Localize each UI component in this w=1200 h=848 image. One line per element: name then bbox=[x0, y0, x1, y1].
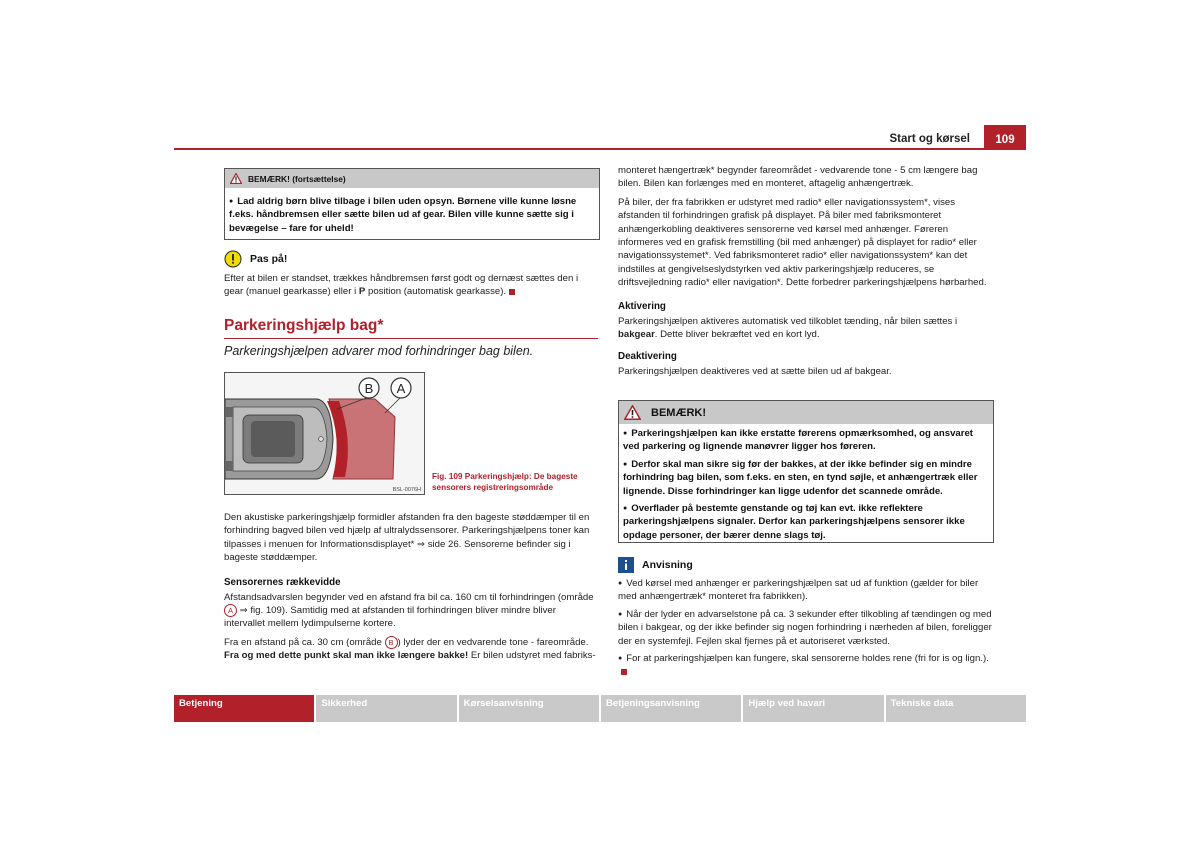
note-item: ● Når der lyder en advarselstone på ca. 3 sekunder efter tilkobling af tændingen og med bilen i bakgear, og der ikke befinder sig nogen forhindring i nærheden af bilen, foreligger der en systemfejl. Fejlen skal fjernes på et autoriseret værksted. bbox=[618, 608, 992, 648]
deactivation-subheading: Deaktivering bbox=[618, 351, 677, 363]
left-body bbox=[224, 511, 598, 663]
warning-title: BEMÆRK! bbox=[651, 406, 706, 419]
note-block bbox=[618, 556, 992, 679]
info-icon bbox=[618, 557, 634, 573]
tab-betjening[interactable]: Betjening bbox=[174, 695, 314, 722]
warning-item: ● Derfor skal man sikre sig før der bakkes, at der ikke befinder sig en mindre forhindring bag bilen, som f.eks. en sten, en tynd søjle, et anhængertræk eller lignende. Disse forhindringer kan ligge udenfor det scannede område. bbox=[623, 458, 989, 498]
section-subtitle: Parkeringshjælpen advarer mod forhindringer bag bilen. bbox=[224, 344, 534, 358]
range-paragraph: Afstandsadvarslen begynder ved en afstand fra bil ca. 160 cm til forhindringen (område A ⇒ fig. 109). Samtidig med at afstanden til forhindringen bliver mindre bliver intervallet mellem lydimpulserne kortere. bbox=[224, 591, 594, 630]
warning-header bbox=[225, 169, 599, 188]
section-rule bbox=[224, 338, 598, 339]
note-title: Anvisning bbox=[642, 559, 693, 571]
display-paragraph: På biler, der fra fabrikken er udstyret med radio* eller navigationssystem*, vises afstanden til forhindringen grafisk på displayet. På biler med fabriksmonteret anhængerkobling deaktiveres sensorerne ved kørsel med anhænger. Føreren informeres ved en grafisk fremstilling (bil med anhænger) på displayet for radio* eller navigationssystemet*. Ved fabriksmonteret radio* eller navigationssystem* kan det indstilles at gengivelseslydstyrken ved aktiv parkeringshjælp reduceres, se driftsvejledning radio* eller navigation*. Dette forbedrer parkeringshjælpens hørbarhed. bbox=[618, 196, 987, 289]
figure-code: BSL-0076H bbox=[392, 487, 421, 493]
activation-paragraph: Parkeringshjælpen aktiveres automatisk ved tilkoblet tænding, når bilen sættes i bakgear. Dette bliver bekræftet ved en kort lyd. bbox=[618, 315, 958, 341]
figure-109 bbox=[224, 372, 425, 495]
range-subheading: Sensorernes rækkevidde bbox=[224, 576, 341, 588]
warning-box bbox=[618, 400, 994, 543]
caution-text: Efter at bilen er standset, trækkes håndbremsen først godt og dernæst sættes den i gear (manuel gearkasse) eller i P position (automatisk gearkasse). bbox=[224, 273, 579, 298]
warning-item: ● Parkeringshjælpen kan ikke erstatte førerens opmærksomhed, og ansvaret ved parkering og lignende manøvrer ligger hos føreren. bbox=[623, 427, 989, 454]
tab-tekniske-data[interactable]: Tekniske data bbox=[886, 695, 1026, 722]
intro-paragraph: Den akustiske parkeringshjælp formidler afstanden fra den bageste støddæmper til en forhindring bagved bilen ved hjælp af ultralydssensorer. Parkeringshjælpens toner kan tilpasses i menuen for Informationsdisplayet* ⇒ side 26. Sensorerne befinder sig i bageste støddæmper. bbox=[224, 512, 590, 564]
page-number: 109 bbox=[984, 125, 1026, 149]
activation-subheading: Aktivering bbox=[618, 300, 666, 312]
parking-sensor-diagram bbox=[225, 373, 424, 494]
right-body bbox=[618, 164, 992, 379]
tab-korselsanvisning[interactable]: Kørselsanvisning bbox=[459, 695, 599, 722]
warning-triangle-icon bbox=[624, 405, 641, 420]
caution-exclamation-icon bbox=[224, 250, 242, 268]
warning-item: ● Overflader på bestemte genstande og tøj kan evt. ikke reflektere parkeringshjælpens signaler. Derfor kan parkeringshjælpens sensorer ikke opdage personer, der bærer denne slags tøj. bbox=[623, 502, 989, 542]
tab-sikkerhed[interactable]: Sikkerhed bbox=[316, 695, 456, 722]
zone-a-badge: A bbox=[224, 604, 237, 617]
section-title: Parkeringshjælp bag* bbox=[224, 317, 384, 334]
running-header-title: Start og kørsel bbox=[889, 133, 970, 145]
deactivation-paragraph: Parkeringshjælpen deaktiveres ved at sætte bilen ud af bakgear. bbox=[618, 366, 892, 378]
warning-item: ● Lad aldrig børn blive tilbage i bilen uden opsyn. Børnene ville kunne løsne f.eks. håndbremsen eller sætte bilen ud af gear. Bilen ville kunne sætte sig i bevægelse – fare for uheld! bbox=[229, 195, 595, 235]
warning-header bbox=[619, 401, 993, 424]
end-mark-icon bbox=[509, 289, 515, 295]
trailer-paragraph: monteret hængertræk* begynder fareområdet - vedvarende tone - 5 cm længere bag bilen. Bilen kan forlænges med en monteret, aftagelig anhængertræk. bbox=[618, 165, 978, 190]
warning-box-continued bbox=[224, 168, 600, 240]
warning-title: BEMÆRK! (fortsættelse) bbox=[248, 173, 346, 184]
danger-zone-paragraph: Fra en afstand på ca. 30 cm (område B ) lyder der en vedvarende tone - fareområde. Fra og med dette punkt skal man ikke længere bakke! Er bilen udstyret med fabriks- bbox=[224, 636, 596, 662]
figure-label-a: A bbox=[396, 381, 406, 396]
warning-triangle-icon bbox=[230, 173, 242, 184]
end-mark-icon bbox=[621, 669, 627, 675]
zone-b-badge: B bbox=[385, 636, 398, 649]
figure-caption: Fig. 109 Parkeringshjælp: De bageste sensorers registreringsområde bbox=[432, 472, 578, 492]
figure-label-b: B bbox=[364, 381, 374, 396]
caution-title: Pas på! bbox=[250, 253, 288, 265]
tab-betjeningsanvisning[interactable]: Betjeningsanvisning bbox=[601, 695, 741, 722]
header-rule bbox=[174, 148, 1026, 150]
tab-hjaelp-ved-havari[interactable]: Hjælp ved havari bbox=[743, 695, 883, 722]
note-item: ● Ved kørsel med anhænger er parkeringshjælpen sat ud af funktion (gælder for biler med anhængertræk* monteret fra fabrikken). bbox=[618, 577, 992, 604]
note-item: ● For at parkeringshjælpen kan fungere, skal sensorerne holdes rene (fri for is og lign.). bbox=[618, 652, 992, 679]
chapter-nav bbox=[174, 695, 1026, 722]
caution-block bbox=[224, 249, 598, 299]
